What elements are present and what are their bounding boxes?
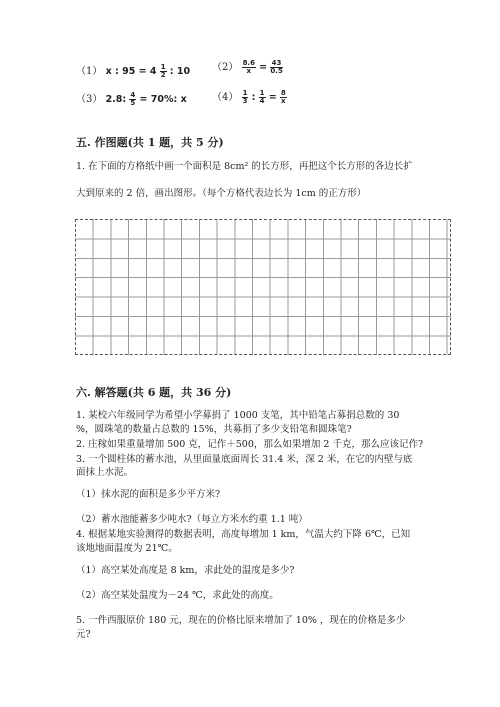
fraction: $\frac{1}{4}$ (259, 89, 265, 105)
fraction: $\frac{8}{x}$ (280, 89, 286, 105)
section-6-heading: 六. 解答题(共 6 题，共 36 分) (76, 386, 232, 399)
section-6-q3-sub2: （2）蓄水池能蓄多少吨水?（每立方米水约重 1.1 吨） (76, 514, 308, 525)
section-6-q1-line1: 1. 某校六年级同学为希望小学募捐了 1000 支笔，其中铅笔占募捐总数的 30 (76, 410, 400, 421)
equation-2 (212, 58, 283, 75)
fraction: $\frac{8.6}{x}$ (242, 59, 255, 75)
equation-lhs: 2.8: (105, 94, 127, 105)
equation-3 (76, 90, 187, 107)
section-6-q4-sub2: （2）高空某处温度为－24 ℃，求此处的高度。 (76, 590, 279, 601)
fraction: $\frac{43}{0.5}$ (270, 59, 283, 75)
equation-label: （3） (76, 94, 103, 105)
equation-label: （1） (76, 66, 103, 77)
section-6-q3-line1: 3. 一个圆柱体的蓄水池，从里面量底面周长 31.4 米，深 2 米，在它的内壁与底 (76, 454, 413, 465)
graph-paper-grid (75, 219, 451, 355)
equation-label: （4） (212, 92, 239, 103)
section-6-q4-line2: 该地地面温度为 21℃。 (76, 543, 178, 554)
section-6-q3-line2: 面抹上水泥。 (76, 467, 134, 478)
equation-rhs: : 10 (169, 66, 191, 77)
section-5-q1-line1: 1. 在下面的方格纸中画一个面积是 8cm² 的长方形，再把这个长方形的各边长扩 (76, 161, 413, 172)
equation-label: （2） (212, 62, 239, 73)
section-6-q3-sub1: （1）抹水泥的面积是多少平方米? (76, 489, 221, 500)
section-6-q5-line1: 5. 一件西服原价 180 元，现在的价格比原来增加了 10% ，现在的价格是多少 (76, 615, 406, 626)
fraction: $\frac{1}{3}$ (242, 89, 248, 105)
fraction: $\frac{4}{5}$ (130, 91, 136, 107)
section-6-q1-line2: %，圆珠笔的数量占总数的 15%，共募捐了多少支铅笔和圆珠笔? (76, 424, 352, 435)
equation-1 (76, 62, 190, 79)
section-6-q2: 2. 庄稼如果重量增加 500 克，记作＋500，那么如果增加 2 千克，那么应该记作? (76, 439, 424, 450)
ratio-sign: : (251, 92, 256, 103)
equation-4 (212, 88, 287, 105)
section-6-q4-sub1: （1）高空某处高度是 8 km，求此处的温度是多少? (76, 565, 295, 576)
fraction: $\frac{1}{2}$ (160, 63, 166, 79)
section-6-q4-line1: 4. 根据某地实验测得的数据表明，高度每增加 1 km，气温大约下降 6℃，已知 (76, 529, 411, 540)
section-6-q5-line2: 元? (76, 629, 91, 640)
equation-lhs: x : 95 = 4 (105, 66, 157, 77)
equals-sign: = (259, 62, 268, 73)
equation-rhs: = 70%: x (139, 94, 187, 105)
section-5-q1-line2: 大到原来的 2 倍，画出图形。（每个方格代表边长为 1cm 的正方形） (76, 188, 367, 199)
equals-sign: = (268, 92, 277, 103)
section-5-heading: 五. 作图题(共 1 题，共 5 分) (76, 136, 224, 149)
